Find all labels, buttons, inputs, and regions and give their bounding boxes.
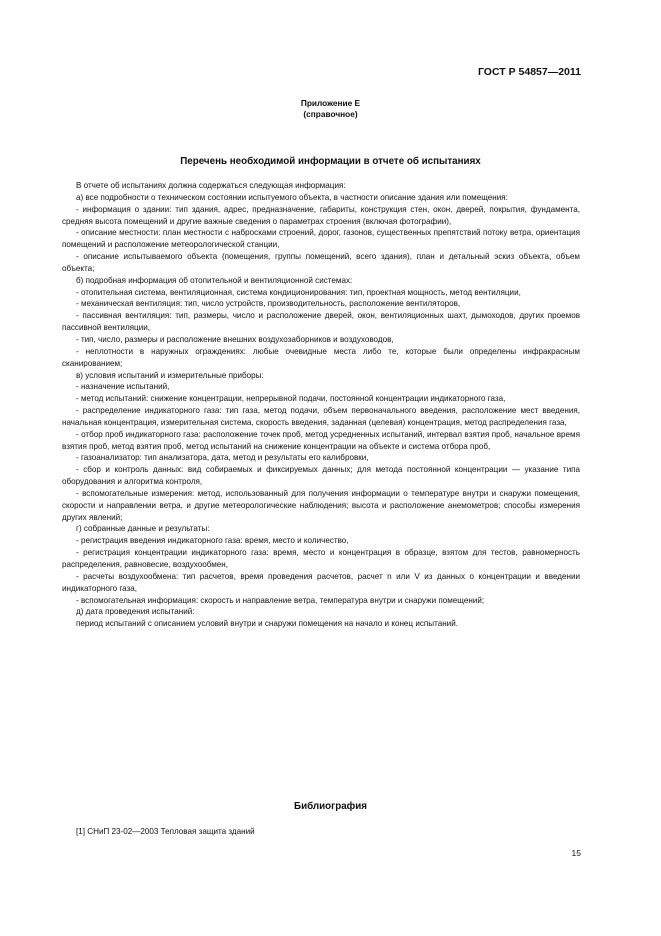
document-code: ГОСТ Р 54857—2011 — [477, 66, 581, 78]
paragraph: в) условия испытаний и измерительные приборы: — [76, 370, 264, 380]
paragraph: - неплотности в наружных ограждениях: любые очевидные места либо те, которые были определены инфракрасным сканированием; — [62, 346, 580, 368]
paragraph: - метод испытаний: снижение концентрации, непрерывной подачи, постоянной концентрации индикаторного газа, — [76, 394, 506, 404]
paragraph: - отбор проб индикаторного газа: расположение точек проб, метод усредненных испытаний, интервал взятия проб, начальное время взятия проб, метод взятия проб, метод испытаний на снижение концентрации на объекте и система отбора проб, — [62, 429, 580, 451]
bibliography-title: Библиография — [294, 801, 367, 812]
paragraph: - механическая вентиляция: тип, число устройств, производительность, расположение вентиляторов, — [76, 299, 461, 309]
paragraph: - газоанализатор: тип анализатора, дата, метод и результаты его калибровки, — [76, 453, 369, 463]
paragraph: - распределение индикаторного газа: тип газа, метод подачи, объем первоначального введения, расположение мест введения, начальная концентрация, измерительная система, скорость введения, заданная (целевая) концентрация, метод распределения газа, — [62, 406, 580, 427]
paragraph: - описание местности: план местности с набросками строений, дорог, газонов, существенных препятствий потоку ветра, ориентация помещений и расположение метеорологической станции, — [62, 228, 580, 250]
bibliography-entry: [1] СНиП 23-02—2003 Тепловая защита зданий — [76, 827, 255, 836]
paragraph: - назначение испытаний, — [76, 382, 170, 392]
body-text — [62, 180, 580, 630]
paragraph: г) собранные данные и результаты: — [76, 524, 210, 534]
paragraph: В отчете об испытаниях должна содержаться следующая информация: — [76, 181, 346, 190]
paragraph: - сбор и контроль данных: вид собираемых и фиксируемых данных; для метода постоянной концентрации — указание типа оборудования и алгоритма контроля, — [62, 465, 580, 487]
paragraph: а) все подробности о техническом состоянии испытуемого объекта, в частности описание здания или помещения: — [76, 192, 508, 202]
paragraph: - описание испытываемого объекта (помещения, группы помещений, всего здания), план и детальный эскиз объекта, объем объекта; — [62, 252, 580, 273]
section-title: Перечень необходимой информации в отчете об испытаниях — [180, 156, 481, 167]
page-number: 15 — [571, 848, 581, 858]
paragraph: - регистрация введения индикаторного газа: время, место и количество, — [76, 536, 349, 546]
paragraph: - вспомогательная информация: скорость и направление ветра, температура внутри и снаружи помещений; — [76, 595, 485, 605]
paragraph: б) подробная информация об отопительной и вентиляционной системах: — [76, 275, 353, 285]
appendix-heading — [0, 98, 661, 120]
appendix-note: (справочное) — [303, 109, 358, 119]
paragraph: - вспомогательные измерения: метод, использованный для получения информации о температуре внутри и снаружи помещения, скорости и направлении ветра, и другие метеорологические наблюдения; высота и расположение анемометров; способы измерения других явлений; — [62, 488, 580, 522]
paragraph: - регистрация концентрации индикаторного газа: время, место и концентрация в образце, взятом для тестов, равномерность распределения, равновесие, воздухообмен, — [62, 548, 580, 569]
paragraph: - пассивная вентиляция: тип, размеры, число и расположение дверей, окон, вентиляционных шахт, дымоходов, других проемов пассивной вентиляции, — [62, 311, 580, 333]
paragraph: - тип, число, размеры и расположение внешних воздухозаборников и воздуховодов, — [76, 334, 394, 344]
paragraph: - информация о здании: тип здания, адрес, предназначение, габариты, конструкция стен, окон, дверей, покрытия, фундамента, средняя высота помещений и другие важные сведения о параметрах строения (включая фотографии), — [62, 204, 580, 226]
paragraph: д) дата проведения испытаний: — [76, 607, 195, 617]
paragraph: период испытаний с описанием условий внутри и снаружи помещения на начало и конец испытаний. — [76, 619, 458, 629]
appendix-title: Приложение Е — [300, 98, 361, 108]
paragraph: - расчеты воздухообмена: тип расчетов, время проведения расчетов, расчет n или V из данных о концентрации и введении индикаторного газа, — [62, 571, 580, 593]
paragraph: - отопительная система, вентиляционная, система кондиционирования: тип, проектная мощность, метод вентиляции, — [76, 287, 521, 297]
